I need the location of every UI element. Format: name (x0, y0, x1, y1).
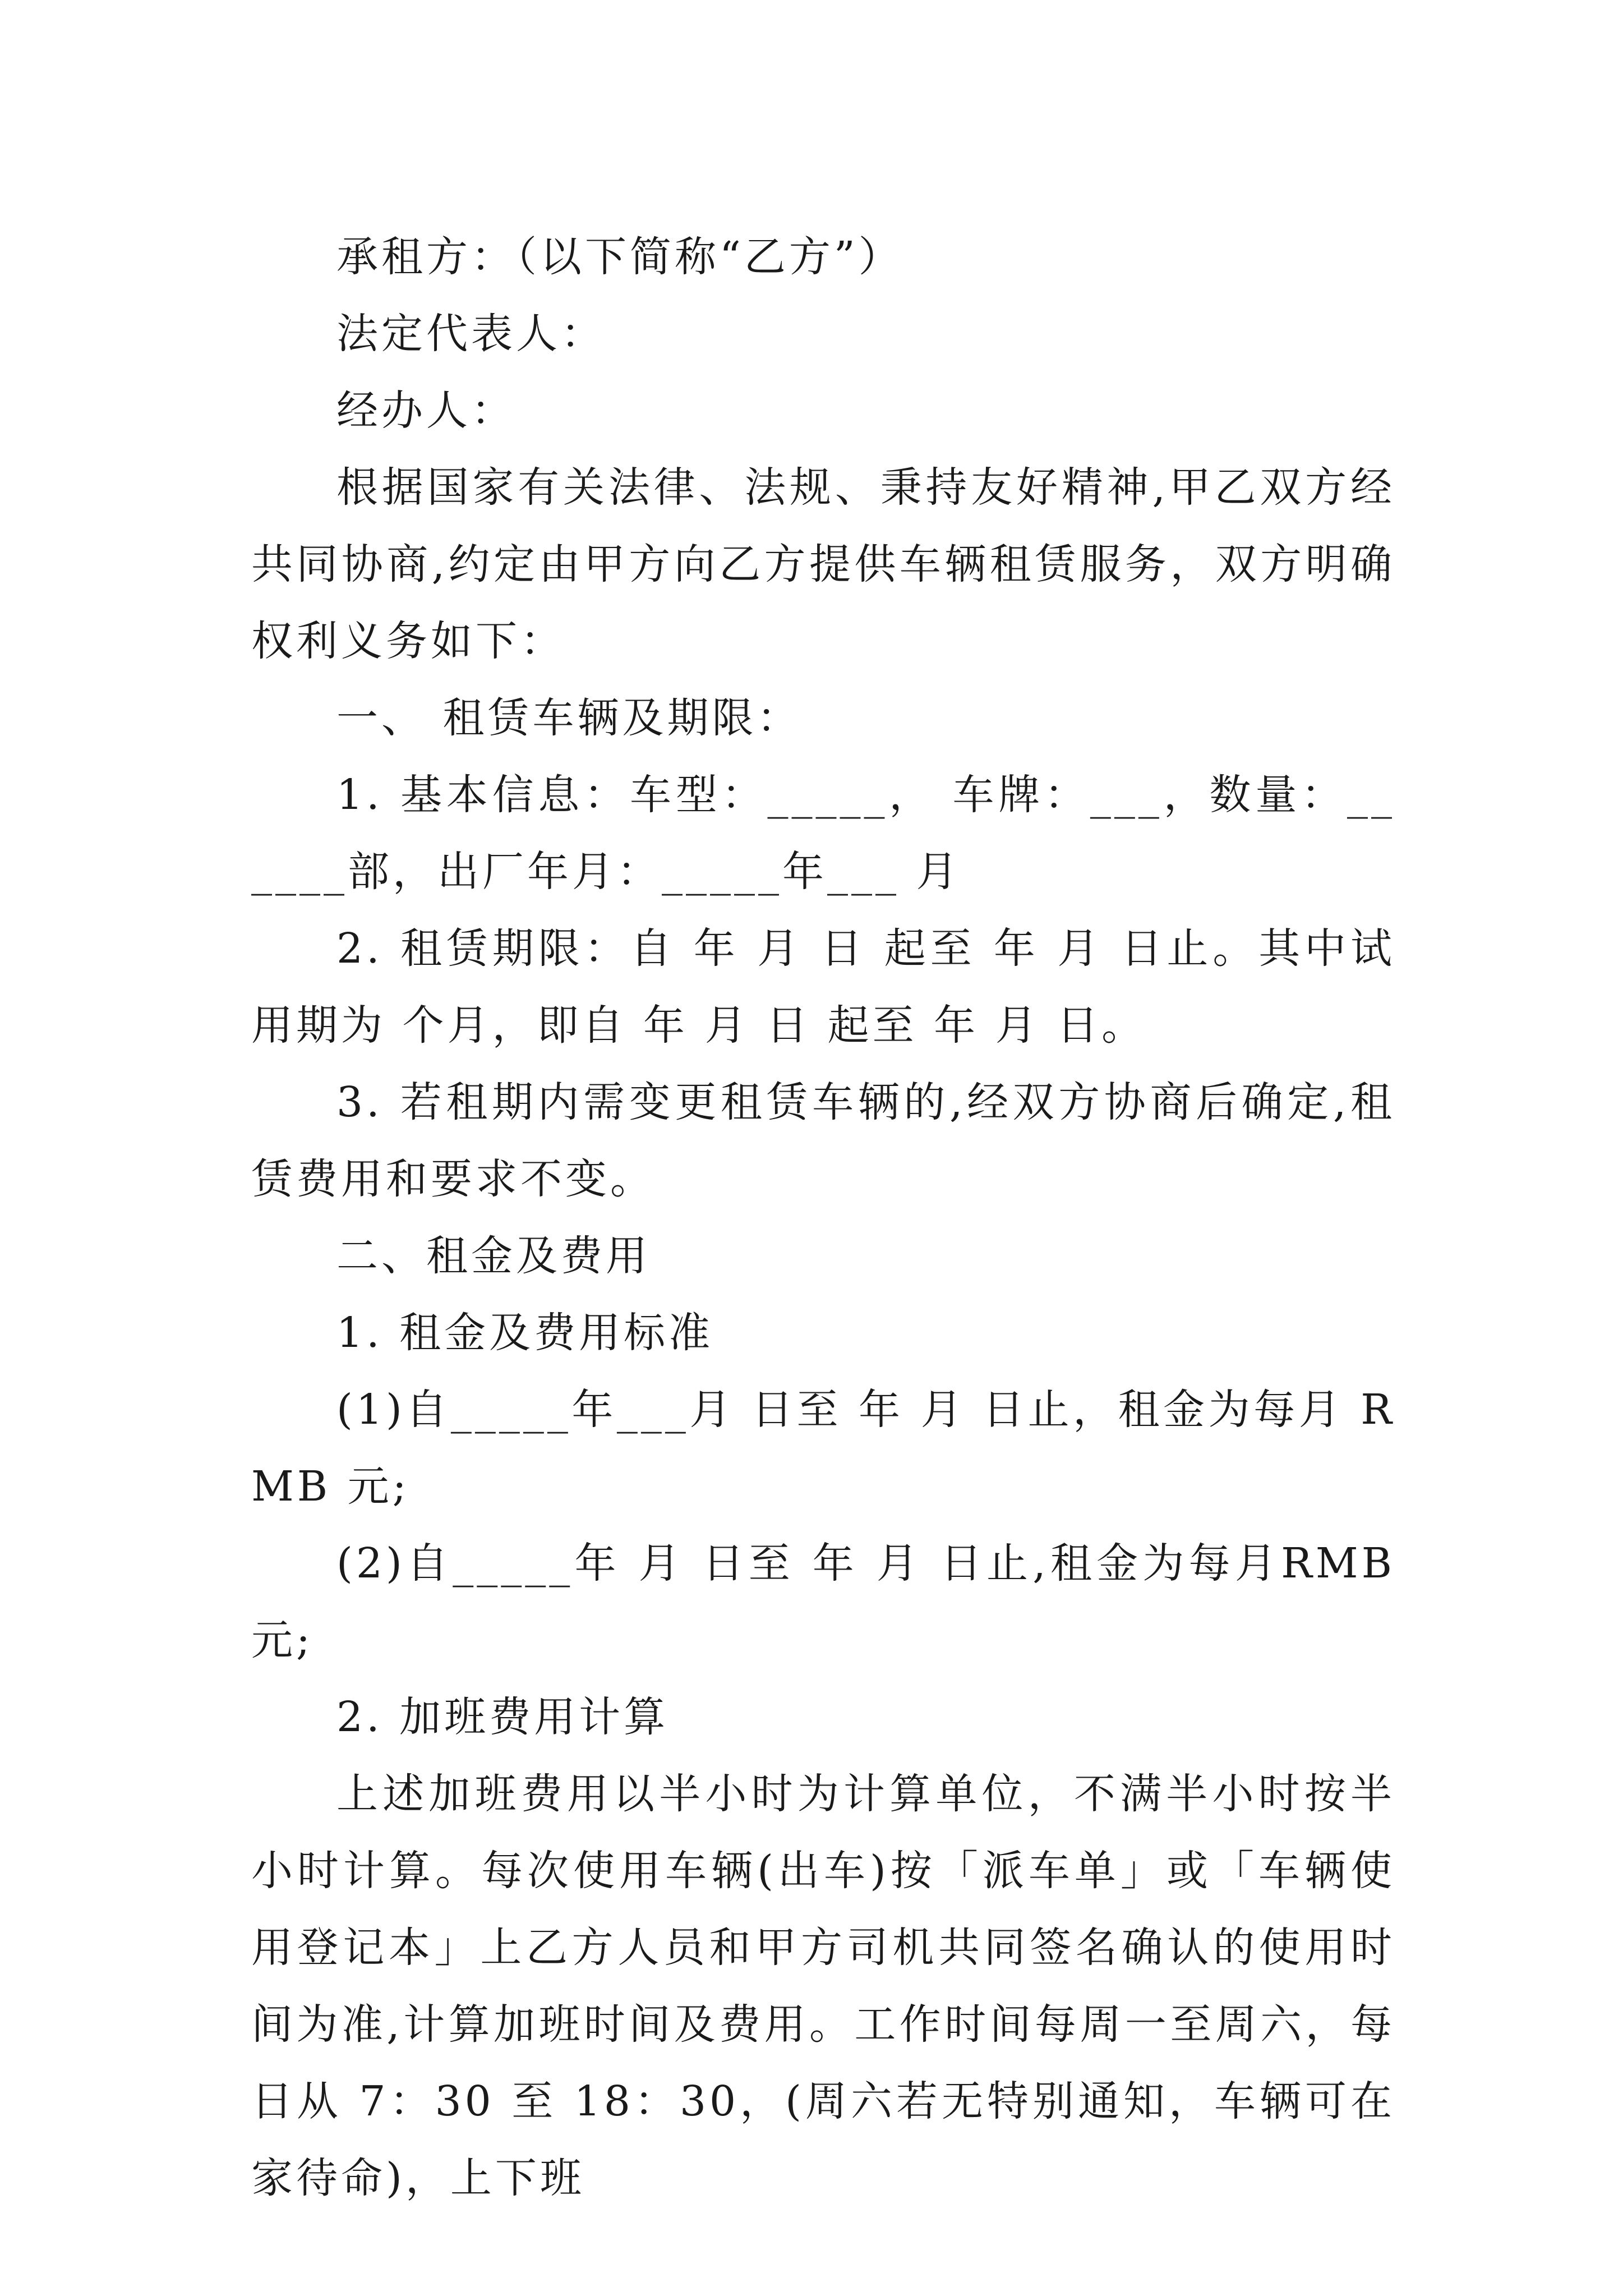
document-body (251, 219, 1395, 2217)
clause-basic-info: 1. 基本信息：车型：_____， 车牌：___，数量：______部，出厂年月：_____年___ 月 (251, 771, 1395, 896)
clause-rent-standard: 1. 租金及费用标准 (336, 1309, 714, 1357)
clause-lease-term: 2. 租赁期限：自 年 月 日 起至 年 月 日止。其中试用期为 个月，即自 年 月 日 起至 年 月 日。 (251, 924, 1395, 1050)
paragraph-legal-representative: 法定代表人： (336, 310, 606, 358)
clause-rent-period-2: (2)自_____年 月 日至 年 月 日止,租金为每月RMB 元; (251, 1539, 1395, 1664)
section-heading-vehicle-term: 一、 租赁车辆及期限： (336, 694, 802, 742)
paragraph-lessee: 承租方：（以下简称“乙方”） (336, 233, 903, 281)
clause-vehicle-change: 3. 若租期内需变更租赁车辆的,经双方协商后确定,租赁费用和要求不变。 (251, 1078, 1395, 1203)
clause-rent-period-1: (1)自_____年___月 日至 年 月 日止，租金为每月 RMB 元; (251, 1386, 1395, 1511)
paragraph-overtime-calculation: 上述加班费用以半小时为计算单位，不满半小时按半小时计算。每次使用车辆(出车)按「派车单」或「车辆使用登记本」上乙方人员和甲方司机共同签名确认的使用时间为准,计算加班时间及费用。工作时间每周一至周六，每日从 7：30 至 18：30，(周六若无特别通知，车辆可在家待命)，上下班 (251, 1770, 1395, 2202)
paragraph-agent: 经办人： (336, 386, 516, 435)
paragraph-preamble: 根据国家有关法律、法规、秉持友好精神,甲乙双方经共同协商,约定由甲方向乙方提供车辆租赁服务，双方明确权利义务如下： (251, 463, 1395, 665)
clause-overtime-heading: 2. 加班费用计算 (336, 1693, 669, 1741)
section-heading-rent-fees: 二、租金及费用 (336, 1232, 651, 1280)
